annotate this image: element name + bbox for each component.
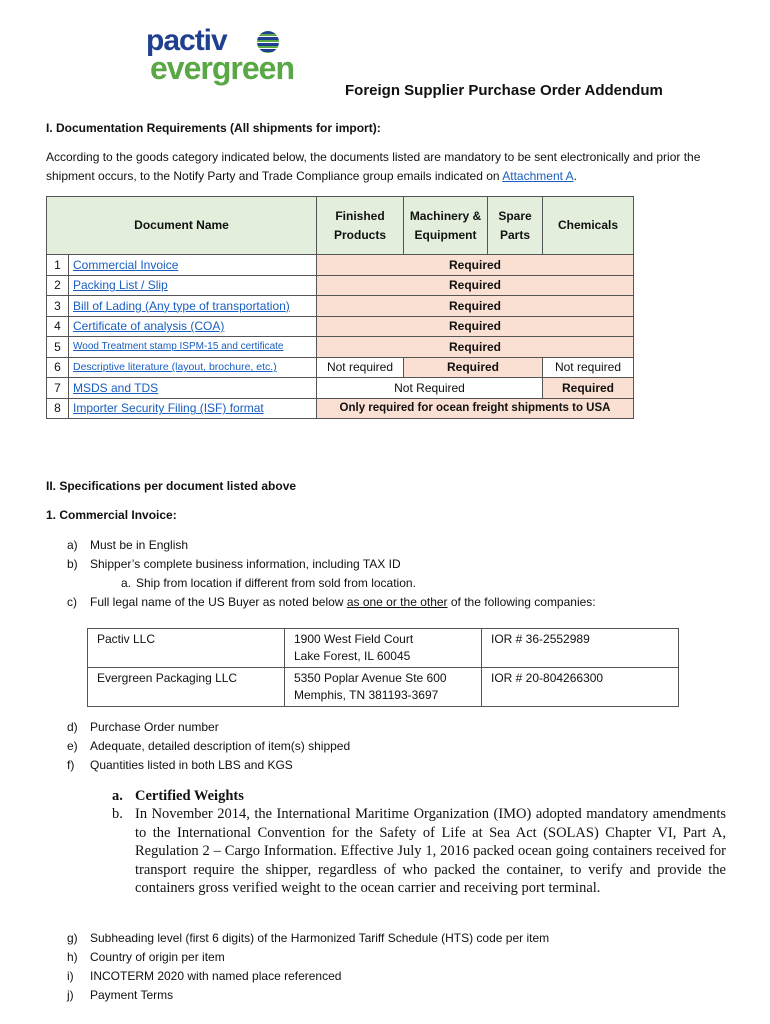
header-finished: Finished Products <box>317 197 404 255</box>
requirements-list-2: d) Purchase Order number e) Adequate, detailed description of item(s) shipped f) Quantities listed in both LBS and KGS <box>67 720 351 772</box>
logo-pactiv: pactiv <box>146 24 227 57</box>
doc-link[interactable]: Commercial Invoice <box>73 257 179 272</box>
doc-link[interactable]: Certificate of analysis (COA) <box>73 319 225 334</box>
header-spare: Spare Parts <box>488 197 543 255</box>
status: Required <box>317 337 634 358</box>
table-row <box>47 316 634 337</box>
status: Required <box>317 316 634 337</box>
row-num: 8 <box>47 398 69 419</box>
table-row <box>47 398 634 419</box>
status: Required <box>317 255 634 276</box>
documents-table <box>46 196 634 419</box>
row-num: 7 <box>47 378 69 399</box>
section2-heading: II. Specifications per document listed above <box>46 479 297 493</box>
table-row <box>47 255 634 276</box>
doc-link[interactable]: Bill of Lading (Any type of transportation) <box>73 298 290 313</box>
section1-heading: I. Documentation Requirements (All shipments for import): <box>46 121 381 135</box>
row-num: 3 <box>47 296 69 317</box>
status: Required <box>543 378 634 399</box>
requirements-list-3: g) Subheading level (first 6 digits) of the Harmonized Tariff Schedule (HTS) code per item h) Country of origin per item i) INCOTERM 2020 with named place referenced j) Payment Terms <box>67 931 550 1002</box>
section1-intro: According to the goods category indicated below, the documents listed are mandatory to be sent electronically and prior the shipment occurs, to the Notify Party and Trade Compliance group emails indicated on Attachment A. <box>46 150 701 183</box>
status: Only required for ocean freight shipments to USA <box>317 398 634 419</box>
header-machinery: Machinery & Equipment <box>404 197 488 255</box>
status: Not required <box>543 357 634 378</box>
logo-evergreen: evergreen <box>150 50 294 86</box>
doc-link[interactable]: Descriptive literature (layout, brochure, etc.) <box>73 361 277 374</box>
table-row: Evergreen Packaging LLC 5350 Poplar Avenue Ste 600 Memphis, TN 381193-3697 IOR # 20-804266300 <box>88 668 679 707</box>
attachment-a-link[interactable]: Attachment A <box>502 169 574 183</box>
doc-link[interactable]: Wood Treatment stamp ISPM-15 and certificate <box>73 341 284 353</box>
row-num: 1 <box>47 255 69 276</box>
doc-link[interactable]: MSDS and TDS <box>73 380 159 395</box>
companies-table <box>87 628 679 707</box>
doc-link[interactable]: Packing List / Slip <box>73 278 168 293</box>
header-chemicals: Chemicals <box>543 197 634 255</box>
table-row: Pactiv LLC 1900 West Field Court Lake Forest, IL 60045 IOR # 36-2552989 <box>88 629 679 668</box>
table-row <box>47 275 634 296</box>
row-num: 2 <box>47 275 69 296</box>
table-row <box>47 357 634 378</box>
row-num: 4 <box>47 316 69 337</box>
status: Not required <box>317 357 404 378</box>
page-title: Foreign Supplier Purchase Order Addendum <box>345 82 663 99</box>
status: Required <box>317 296 634 317</box>
row-num: 5 <box>47 337 69 358</box>
certified-weights-text: b. In November 2014, the International Maritime Organization (IMO) adopted mandatory amendments to the International Convention for the Safety of Life at Sea Act (SOLAS) Chapter VI, Part A, Regulation 2 – Cargo Information. Effective July 1, 2016 packed ocean going containers received for transport require the shipper, regardless of who packed the container, to verify and provide the containers gross verified weight to the ocean carrier and receiving port terminal. <box>112 806 726 896</box>
doc-link[interactable]: Importer Security Filing (ISF) format <box>73 401 264 416</box>
table-row <box>47 337 634 358</box>
table-row <box>47 296 634 317</box>
row-num: 6 <box>47 357 69 378</box>
status: Required <box>317 275 634 296</box>
status: Not Required <box>317 378 543 399</box>
commercial-invoice-heading: 1. Commercial Invoice: <box>46 508 177 522</box>
requirements-list-1: a) Must be in English b) Shipper’s complete business information, including TAX ID a. Ship from location if different from sold from location. c) Full legal name of the US Buyer as noted below as one or the other of the following companies: <box>67 538 596 609</box>
table-row <box>47 378 634 399</box>
status: Required <box>404 357 543 378</box>
certified-weights-heading: a. Certified Weights <box>112 788 244 804</box>
header-document-name: Document Name <box>47 197 317 255</box>
